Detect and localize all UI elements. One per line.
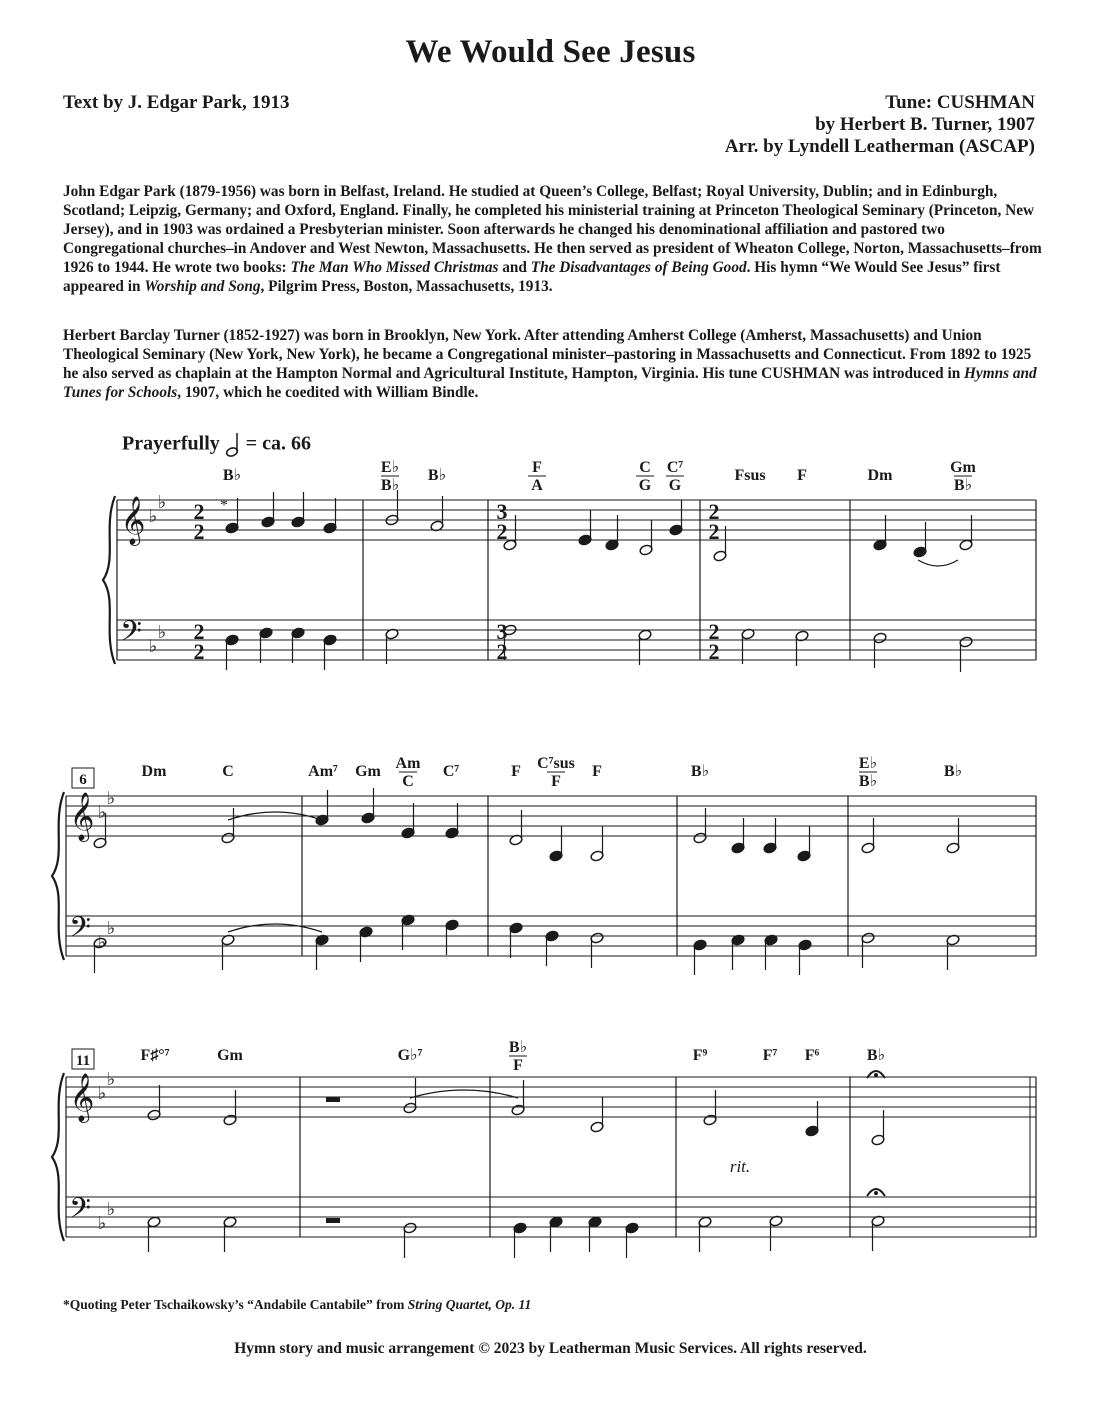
composer-credit: by Herbert B. Turner, 1907 xyxy=(815,114,1035,135)
chord-label-top: C⁷sus xyxy=(537,755,575,772)
copyright-notice: Hymn story and music arrangement © 2023 by Leatherman Music Services. All rights reserved. xyxy=(234,1340,867,1357)
text-credit: Text by J. Edgar Park, 1913 xyxy=(63,92,290,113)
time-signature-numerator: 2 xyxy=(708,619,720,644)
brace xyxy=(52,1073,64,1241)
chord-symbol xyxy=(734,467,765,484)
key-flat-icon: ♭ xyxy=(106,1199,116,1219)
chord-label: Dm xyxy=(141,763,167,780)
chord-label-bass: C xyxy=(402,773,414,790)
time-signature-denominator: 2 xyxy=(193,639,205,664)
notehead xyxy=(430,496,444,532)
chord-label: C xyxy=(222,763,234,780)
chord-symbol xyxy=(308,763,338,780)
notehead xyxy=(669,500,683,536)
notehead xyxy=(385,490,399,526)
chord-label-bass: G xyxy=(638,477,652,494)
brace xyxy=(103,496,115,664)
chord-symbol xyxy=(666,459,684,494)
chord-symbol xyxy=(592,763,602,780)
chord-label: B♭ xyxy=(222,467,242,484)
chord-label-top: Gm xyxy=(950,459,976,476)
notehead xyxy=(511,1080,525,1116)
arranger-credit: Arr. by Lyndell Leatherman (ASCAP) xyxy=(724,136,1035,157)
tie xyxy=(918,560,958,566)
chord-symbol xyxy=(511,763,521,780)
chord-label: F xyxy=(797,467,807,484)
chord-symbol xyxy=(223,467,241,484)
chord-symbol xyxy=(797,467,807,484)
chord-symbol xyxy=(528,459,546,494)
chord-label-top: C⁷ xyxy=(666,459,684,476)
notehead xyxy=(513,1222,527,1258)
notehead xyxy=(147,1085,161,1121)
notehead xyxy=(549,1216,563,1252)
chord-symbol xyxy=(396,755,422,790)
chord-symbol xyxy=(636,459,654,494)
measure-number: 6 xyxy=(79,772,87,788)
chord-symbol xyxy=(222,763,234,780)
chord-label-bass: A xyxy=(531,477,543,494)
whole-rest-icon xyxy=(326,1218,340,1223)
notehead xyxy=(445,803,459,839)
bass-clef-icon: 𝄢 xyxy=(69,913,91,950)
chord-symbol xyxy=(867,1047,885,1064)
key-flat-icon: ♭ xyxy=(97,802,107,822)
key-flat-icon: ♭ xyxy=(148,636,158,656)
chord-symbol xyxy=(217,1047,243,1064)
bass-clef-icon: 𝄢 xyxy=(120,617,142,654)
notehead xyxy=(509,810,523,846)
notehead xyxy=(323,498,337,534)
tie xyxy=(228,924,322,932)
key-flat-icon: ♭ xyxy=(106,918,116,938)
whole-rest-icon xyxy=(326,1097,340,1102)
author-biography: John Edgar Park (1879-1956) was born in Belfast, Ireland. He studied at Queen’s College, Belfast; Royal University, Dublin; and in Edinburgh, Scotland; Leipzig, Germany; and Oxford, England. Finally, he completed his ministerial training at Princeton Theological Seminary (Princeton, New Jersey), and in 1903 was ordained a Presbyterian minister. Soon afterwards he changed his denominational affiliation and pastored two Congregational churches–in Andover and West Newton, Massachusetts. He then served as president of Wheaton College, Norton, Massachusetts–from 1926 to 1944. He wrote two books: The Man Who Missed Christmas and The Disadvantages of Being Good. His hymn “We Would See Jesus” first appeared in Worship and Song, Pilgrim Press, Boston, Massachusetts, 1913. xyxy=(63,183,1042,295)
footnote: *Quoting Peter Tschaikowsky’s “Andabile Cantabile” from String Quartet, Op. 11 xyxy=(63,1297,532,1312)
chord-label-bass: F xyxy=(513,1057,523,1074)
treble-clef-icon: 𝄞 xyxy=(69,1075,95,1121)
chord-symbol xyxy=(537,755,575,790)
chord-symbol xyxy=(355,763,381,780)
notehead xyxy=(731,934,745,970)
chord-label: Dm xyxy=(867,467,893,484)
key-flat-icon: ♭ xyxy=(106,788,116,808)
chord-symbol xyxy=(805,1047,820,1064)
tempo-label: Prayerfully xyxy=(122,432,220,455)
chord-symbol xyxy=(944,763,962,780)
notehead xyxy=(741,628,755,664)
time-signature-numerator: 2 xyxy=(193,619,205,644)
notehead xyxy=(323,634,337,670)
chord-label: F xyxy=(511,763,521,780)
time-signature-denominator: 2 xyxy=(708,519,720,544)
chord-label: C⁷ xyxy=(442,763,460,780)
notehead xyxy=(359,926,373,962)
chord-label: F♯°⁷ xyxy=(140,1047,170,1064)
key-flat-icon: ♭ xyxy=(97,932,107,952)
notehead xyxy=(503,624,517,660)
bass-clef-icon: 𝄢 xyxy=(69,1194,91,1231)
chord-label-bass: B♭ xyxy=(858,773,878,790)
notehead xyxy=(549,826,563,862)
fermata-dot xyxy=(874,1073,878,1077)
staves xyxy=(52,492,1036,1241)
notehead xyxy=(385,628,399,664)
notehead xyxy=(590,932,604,968)
chord-symbol xyxy=(868,467,894,484)
chord-symbol xyxy=(381,459,399,494)
chord-label-bass: B♭ xyxy=(380,477,400,494)
notehead xyxy=(797,826,811,862)
chord-symbols xyxy=(141,459,977,1074)
chord-label: B♭ xyxy=(690,763,710,780)
notehead xyxy=(147,1216,161,1252)
chord-symbol xyxy=(141,1047,170,1064)
notehead xyxy=(315,934,329,970)
chord-label-bass: F xyxy=(551,773,561,790)
hymn-title: We Would See Jesus xyxy=(405,34,696,70)
notehead xyxy=(315,790,329,826)
notehead xyxy=(698,1216,712,1252)
notehead xyxy=(291,627,305,663)
chord-symbol xyxy=(509,1039,527,1074)
chord-symbol xyxy=(950,459,976,494)
notehead xyxy=(703,1090,717,1126)
notehead xyxy=(946,934,960,970)
time-signature-numerator: 3 xyxy=(496,619,508,644)
time-signature-denominator: 2 xyxy=(496,639,508,664)
treble-clef-icon: 𝄞 xyxy=(69,794,95,840)
notehead xyxy=(590,1097,604,1133)
treble-clef-icon: 𝄞 xyxy=(120,498,146,544)
notehead xyxy=(764,934,778,970)
notehead xyxy=(588,1216,602,1252)
brace xyxy=(52,792,64,960)
notes xyxy=(93,490,973,1258)
chord-label: Gm xyxy=(217,1047,243,1064)
time-signature-numerator: 2 xyxy=(193,499,205,524)
notehead xyxy=(259,627,273,663)
chord-symbol xyxy=(693,1047,708,1064)
chord-symbol xyxy=(763,1047,778,1064)
notehead xyxy=(445,919,459,955)
notehead xyxy=(871,1215,885,1251)
time-signature-numerator: 2 xyxy=(708,499,720,524)
key-flat-icon: ♭ xyxy=(97,1213,107,1233)
measure-number: 11 xyxy=(75,1053,91,1069)
chord-symbol xyxy=(691,763,709,780)
footnote-asterisk: * xyxy=(220,497,228,514)
composer-biography: Herbert Barclay Turner (1852-1927) was born in Brooklyn, New York. After attending Amherst College (Amherst, Massachusetts) and Union Theological Seminary (New York, New York), he became a Congregational minister–pastoring in Massachusetts and Connecticut. From 1892 to 1925 he also served as chaplain at the Hampton Normal and Agricultural Institute, Hampton, Virginia. His tune CUSHMAN was introduced in Hymns and Tunes for Schools, 1907, which he coedited with William Bindle. xyxy=(63,327,1037,401)
system-2 xyxy=(52,788,1036,960)
notehead xyxy=(221,934,235,970)
chord-label-top: E♭ xyxy=(380,459,400,476)
fermata-dot xyxy=(874,1191,878,1195)
notehead xyxy=(401,803,415,839)
notehead xyxy=(805,1101,819,1137)
notehead xyxy=(223,1090,237,1126)
tempo-value: = ca. 66 xyxy=(245,432,312,455)
chord-label: Am⁷ xyxy=(308,763,338,780)
chord-label-top: F xyxy=(532,459,542,476)
notehead xyxy=(795,630,809,666)
notehead xyxy=(639,520,653,556)
notehead xyxy=(590,826,604,862)
time-signature-denominator: 2 xyxy=(708,639,720,664)
notehead xyxy=(769,1215,783,1251)
chord-symbol xyxy=(443,763,460,780)
chord-label: F⁹ xyxy=(692,1047,708,1064)
notehead xyxy=(401,914,415,950)
chord-label: G♭⁷ xyxy=(397,1047,423,1064)
ritardando-marking: rit. xyxy=(729,1157,751,1176)
chord-label: B♭ xyxy=(427,467,447,484)
chord-label: B♭ xyxy=(866,1047,886,1064)
chord-label: F⁷ xyxy=(762,1047,778,1064)
chord-symbol xyxy=(859,755,877,790)
chord-symbol xyxy=(142,763,168,780)
time-signature-numerator: 3 xyxy=(496,499,508,524)
chord-label: F xyxy=(592,763,602,780)
key-flat-icon: ♭ xyxy=(106,1069,116,1089)
key-flat-icon: ♭ xyxy=(97,1083,107,1103)
key-flat-icon: ♭ xyxy=(148,506,158,526)
tune-name: Tune: CUSHMAN xyxy=(885,92,1035,113)
chord-label-top: Am xyxy=(395,755,421,772)
notehead xyxy=(871,1110,885,1146)
notehead xyxy=(223,1216,237,1252)
notehead xyxy=(693,939,707,975)
time-signature-denominator: 2 xyxy=(496,519,508,544)
key-flat-icon: ♭ xyxy=(157,622,167,642)
chord-label-top: E♭ xyxy=(858,755,878,772)
notehead xyxy=(798,939,812,975)
notehead xyxy=(861,932,875,968)
notehead xyxy=(509,922,523,958)
chord-label: B♭ xyxy=(943,763,963,780)
system-1 xyxy=(103,492,1036,664)
notehead xyxy=(578,510,592,546)
chord-label-top: B♭ xyxy=(508,1039,528,1056)
notehead xyxy=(625,1222,639,1258)
chord-label-bass: B♭ xyxy=(953,477,973,494)
chord-label: F⁶ xyxy=(804,1047,820,1064)
chord-label-top: C xyxy=(639,459,651,476)
notehead xyxy=(959,636,973,672)
chord-label: Fsus xyxy=(734,467,766,484)
time-signature-denominator: 2 xyxy=(193,519,205,544)
system-3 xyxy=(52,1069,1036,1241)
chord-label-bass: G xyxy=(668,477,682,494)
chord-label: Gm xyxy=(355,763,381,780)
chord-symbol xyxy=(398,1047,423,1064)
notehead xyxy=(545,930,559,966)
key-flat-icon: ♭ xyxy=(157,492,167,512)
chord-symbol xyxy=(428,467,446,484)
notehead xyxy=(225,634,239,670)
